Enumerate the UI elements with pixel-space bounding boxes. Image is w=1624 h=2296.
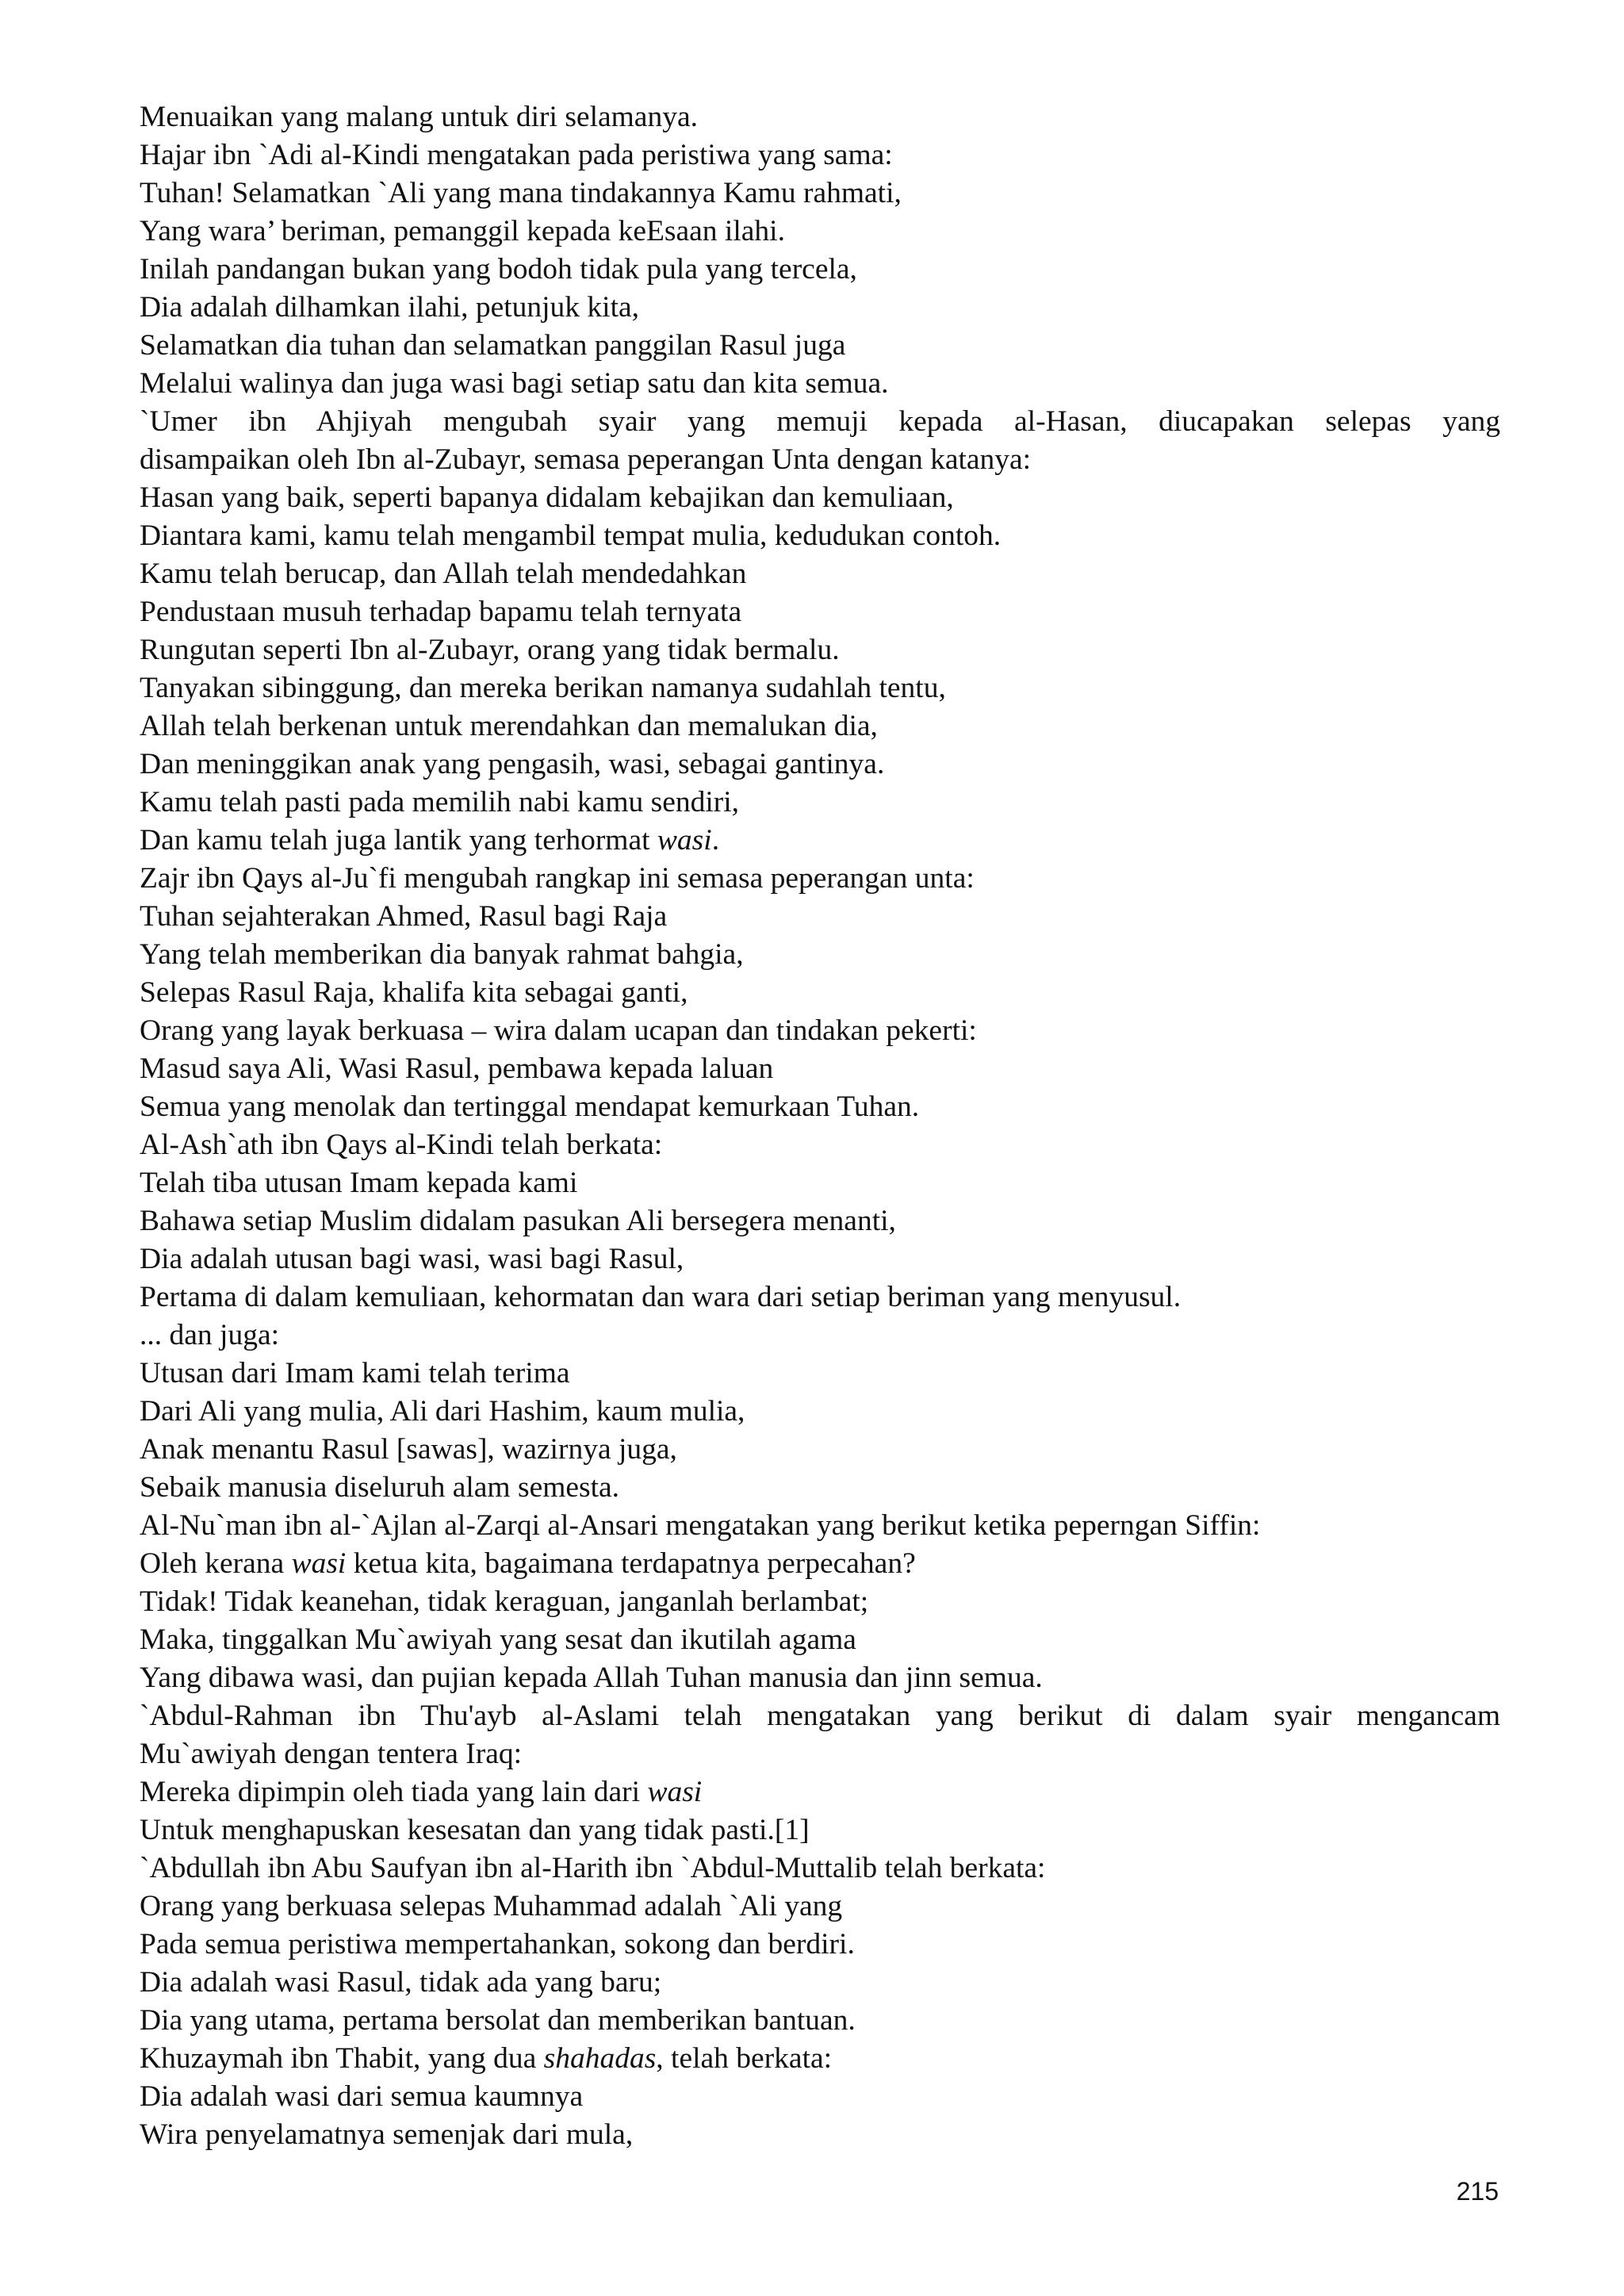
text-line	[140, 1773, 1500, 1811]
line-text: Mu`awiyah dengan tentera Iraq:	[140, 1738, 523, 1770]
line-text: `Umer ibn Ahjiyah mengubah syair yang memuji kepada al-Hasan, diucapakan selepas yang	[140, 405, 1500, 438]
line-text: Rungutan seperti Ibn al-Zubayr, orang yang tidak bermalu.	[140, 634, 840, 666]
text-line	[140, 1050, 1500, 1088]
text-line	[140, 822, 1500, 860]
line-text: Pendustaan musuh terhadap bapamu telah ternyata	[140, 596, 742, 628]
line-text-tail: ketua kita, bagaimana terdapatnya perpecahan?	[346, 1547, 916, 1580]
line-text: Selepas Rasul Raja, khalifa kita sebagai ganti,	[140, 976, 688, 1009]
text-line	[140, 936, 1500, 974]
line-text: `Abdullah ibn Abu Saufyan ibn al-Harith ibn `Abdul-Muttalib telah berkata:	[140, 1852, 1046, 1884]
line-text: Hasan yang baik, seperti bapanya didalam kebajikan dan kemuliaan,	[140, 481, 954, 514]
line-text: Yang wara’ beriman, pemanggil kepada keEsaan ilahi.	[140, 215, 785, 247]
line-text: Dia adalah dilhamkan ilahi, petunjuk kita,	[140, 291, 640, 324]
line-text: Khuzaymah ibn Thabit, yang dua	[140, 2042, 544, 2075]
text-line	[140, 1355, 1500, 1393]
line-text: disampaikan oleh Ibn al-Zubayr, semasa peperangan Unta dengan katanya:	[140, 443, 1032, 476]
line-text: Orang yang berkuasa selepas Muhammad adalah `Ali yang	[140, 1890, 843, 1922]
line-text: Dia adalah wasi Rasul, tidak ada yang baru;	[140, 1966, 662, 1999]
text-line	[140, 1697, 1500, 1735]
line-text: Pada semua peristiwa mempertahankan, sokong dan berdiri.	[140, 1928, 855, 1961]
line-text: Semua yang menolak dan tertinggal mendapat kemurkaan Tuhan.	[140, 1091, 920, 1123]
text-line	[140, 784, 1500, 822]
text-line	[140, 98, 1500, 136]
text-line	[140, 860, 1500, 898]
line-text: Masud saya Ali, Wasi Rasul, pembawa kepada laluan	[140, 1052, 774, 1085]
line-text: Tuhan! Selamatkan `Ali yang mana tindakannya Kamu rahmati,	[140, 177, 902, 209]
line-text: Allah telah berkenan untuk merendahkan dan memalukan dia,	[140, 710, 878, 742]
line-text: Al-Nu`man ibn al-`Ajlan al-Zarqi al-Ansari mengatakan yang berikut ketika peperngan Siffin:	[140, 1509, 1261, 1542]
line-text: Wira penyelamatnya semenjak dari mula,	[140, 2118, 634, 2151]
line-text: Maka, tinggalkan Mu`awiyah yang sesat dan ikutilah agama	[140, 1623, 856, 1656]
line-text: Tuhan sejahterakan Ahmed, Rasul bagi Raja	[140, 900, 668, 933]
line-text: Mereka dipimpin oleh tiada yang lain dari	[140, 1776, 648, 1808]
line-text: Pertama di dalam kemuliaan, kehormatan dan wara dari setiap beriman yang menyusul.	[140, 1281, 1182, 1313]
text-line	[140, 1164, 1500, 1202]
text-line	[140, 1583, 1500, 1621]
line-text: Melalui walinya dan juga wasi bagi setiap satu dan kita semua.	[140, 367, 889, 400]
text-line	[140, 1317, 1500, 1355]
text-line	[140, 2002, 1500, 2040]
line-text-tail: , telah berkata:	[656, 2042, 833, 2075]
text-line	[140, 1202, 1500, 1240]
text-line	[140, 517, 1500, 555]
text-line	[140, 555, 1500, 593]
line-text: Selamatkan dia tuhan dan selamatkan panggilan Rasul juga	[140, 329, 846, 362]
line-text: Kamu telah berucap, dan Allah telah mendedahkan	[140, 558, 747, 590]
line-text: Utusan dari Imam kami telah terima	[140, 1357, 570, 1389]
line-text: Al-Ash`ath ibn Qays al-Kindi telah berkata:	[140, 1129, 663, 1161]
text-line	[140, 1278, 1500, 1317]
text-line	[140, 1849, 1500, 1888]
text-line	[140, 1393, 1500, 1431]
page-number: 215	[1456, 2177, 1499, 2206]
text-line	[140, 289, 1500, 327]
line-text: Yang dibawa wasi, dan pujian kepada Allah Tuhan manusia dan jinn semua.	[140, 1662, 1043, 1694]
text-line	[140, 1811, 1500, 1849]
line-text: Yang telah memberikan dia banyak rahmat bahgia,	[140, 938, 744, 971]
italic-term: shahadas	[543, 2042, 657, 2075]
text-line	[140, 403, 1500, 441]
text-line	[140, 327, 1500, 365]
line-text: Zajr ibn Qays al-Ju`fi mengubah rangkap ini semasa peperangan unta:	[140, 862, 975, 895]
text-line	[140, 1545, 1500, 1583]
line-text: Anak menantu Rasul [sawas], wazirnya juga,	[140, 1433, 677, 1466]
text-line	[140, 593, 1500, 631]
italic-term: wasi	[657, 824, 712, 857]
text-line	[140, 898, 1500, 936]
text-line	[140, 1621, 1500, 1659]
line-text: Orang yang layak berkuasa – wira dalam ucapan dan tindakan pekerti:	[140, 1014, 977, 1047]
text-line	[140, 213, 1500, 251]
text-line	[140, 136, 1500, 174]
italic-term: wasi	[291, 1547, 347, 1580]
text-line	[140, 1012, 1500, 1050]
text-line	[140, 1735, 1500, 1773]
text-line	[140, 707, 1500, 746]
line-text: Bahawa setiap Muslim didalam pasukan Ali bersegera menanti,	[140, 1205, 896, 1237]
text-line	[140, 1088, 1500, 1126]
line-text: Untuk menghapuskan kesesatan dan yang tidak pasti.[1]	[140, 1814, 810, 1846]
text-line	[140, 669, 1500, 707]
text-line	[140, 2078, 1500, 2116]
text-line	[140, 1659, 1500, 1697]
text-line	[140, 441, 1500, 479]
line-text: Dia adalah utusan bagi wasi, wasi bagi Rasul,	[140, 1243, 684, 1275]
line-text: `Abdul-Rahman ibn Thu'ayb al-Aslami telah mengatakan yang berikut di dalam syair mengancam	[140, 1700, 1500, 1732]
line-text: Dari Ali yang mulia, Ali dari Hashim, kaum mulia,	[140, 1395, 745, 1428]
text-line	[140, 365, 1500, 403]
text-line	[140, 1507, 1500, 1545]
text-line	[140, 746, 1500, 784]
line-text: Diantara kami, kamu telah mengambil tempat mulia, kedudukan contoh.	[140, 519, 1002, 552]
text-line	[140, 174, 1500, 213]
text-line	[140, 974, 1500, 1012]
line-text: Dia adalah wasi dari semua kaumnya	[140, 2080, 584, 2113]
text-line	[140, 2040, 1500, 2078]
line-text: Dan meninggikan anak yang pengasih, wasi, sebagai gantinya.	[140, 748, 885, 780]
text-line	[140, 1126, 1500, 1164]
line-text: ... dan juga:	[140, 1319, 280, 1351]
line-text: Inilah pandangan bukan yang bodoh tidak pula yang tercela,	[140, 253, 857, 286]
line-text: Telah tiba utusan Imam kepada kami	[140, 1167, 578, 1199]
text-line	[140, 1964, 1500, 2002]
line-text: Kamu telah pasti pada memilih nabi kamu sendiri,	[140, 786, 740, 818]
line-text: Tanyakan sibinggung, dan mereka berikan namanya sudahlah tentu,	[140, 672, 946, 704]
text-line	[140, 1240, 1500, 1278]
line-text-tail: .	[711, 824, 720, 857]
body-text	[140, 98, 1500, 2154]
text-line	[140, 631, 1500, 669]
line-text: Menuaikan yang malang untuk diri selamanya.	[140, 101, 698, 133]
text-line	[140, 1469, 1500, 1507]
line-text: Sebaik manusia diseluruh alam semesta.	[140, 1471, 620, 1504]
text-line	[140, 479, 1500, 517]
line-text: Dia yang utama, pertama bersolat dan memberikan bantuan.	[140, 2004, 856, 2037]
text-line	[140, 251, 1500, 289]
text-line	[140, 1926, 1500, 1964]
line-text: Tidak! Tidak keanehan, tidak keraguan, janganlah berlambat;	[140, 1585, 869, 1618]
italic-term: wasi	[647, 1776, 703, 1808]
line-text: Dan kamu telah juga lantik yang terhormat	[140, 824, 657, 857]
line-text: Hajar ibn `Adi al-Kindi mengatakan pada peristiwa yang sama:	[140, 139, 893, 171]
text-line	[140, 1888, 1500, 1926]
text-line	[140, 2116, 1500, 2154]
text-line	[140, 1431, 1500, 1469]
line-text: Oleh kerana	[140, 1547, 292, 1580]
